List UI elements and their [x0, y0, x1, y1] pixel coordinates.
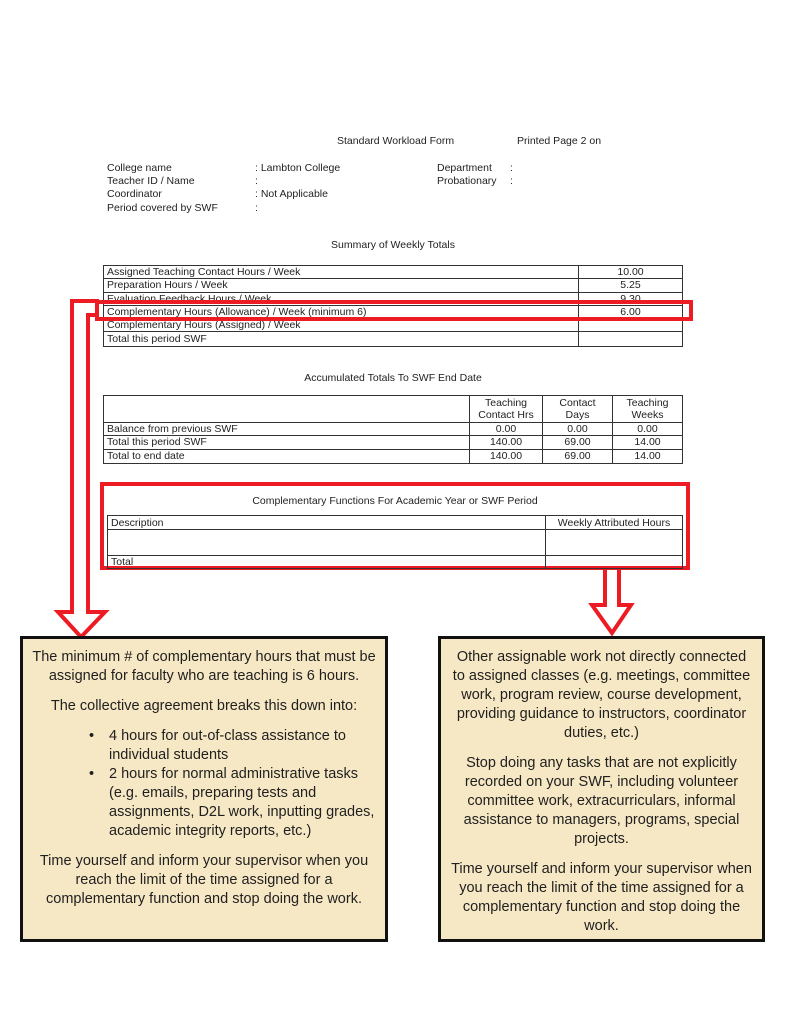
info-row-college	[107, 161, 340, 174]
info-row-period	[107, 201, 340, 214]
row-value	[578, 319, 682, 331]
printed-page-label: Printed Page 2 on	[517, 135, 602, 147]
column-header: Contact Days	[542, 396, 612, 422]
table-row	[104, 332, 682, 345]
complementary-functions-title: Complementary Functions For Academic Year or SWF Period	[252, 495, 538, 507]
cell-value: 140.00	[469, 450, 542, 463]
list-item: • 2 hours for normal administrative tasks (e.g. emails, preparing tests and assignments, D2L work, inputting grades, academic integrity reports, etc.)	[89, 765, 377, 841]
callout-bullet-list	[31, 727, 377, 841]
callout-paragraph: The minimum # of complementary hours that must be assigned for faculty who are teaching is 6 hours.	[32, 649, 376, 684]
table-header-row	[108, 516, 682, 530]
hours-column-header: Weekly Attributed Hours	[545, 516, 682, 529]
table-row	[104, 319, 682, 332]
total-hours-cell	[545, 556, 682, 568]
table-header-row	[104, 396, 682, 423]
info-row-coordinator	[107, 188, 340, 201]
table-row	[104, 436, 682, 449]
row-label: Total this period SWF	[107, 333, 207, 346]
total-label: Total	[111, 556, 134, 568]
row-label: Complementary Hours (Assigned) / Week	[107, 319, 301, 332]
header-blank-cell	[104, 396, 469, 422]
callout-paragraph: Stop doing any tasks that are not explicitly recorded on your SWF, including volunteer committee work, extracurriculars, informal assistance to managers, programs, special projects.	[463, 755, 740, 847]
department-value: :	[510, 161, 513, 174]
column-header: Teaching Contact Hrs	[469, 396, 542, 422]
callout-minimum-complementary-hours	[20, 636, 388, 942]
table-row-total	[108, 555, 682, 568]
row-label: Evaluation Feedback Hours / Week	[107, 292, 272, 305]
row-value: 9.30	[578, 293, 682, 305]
row-label: Total this period SWF	[107, 436, 207, 449]
document-title: Standard Workload Form	[337, 135, 455, 147]
table-row	[104, 279, 682, 292]
info-block-left	[107, 161, 340, 215]
row-label: Complementary Hours (Allowance) / Week (minimum 6)	[107, 306, 367, 319]
callout-paragraph: Time yourself and inform your supervisor when you reach the limit of the time assigned for a complementary function and stop doing the work.	[39, 853, 369, 907]
cell-value: 14.00	[612, 450, 682, 463]
teacher-id-value: :	[255, 175, 258, 188]
hours-cell	[545, 530, 682, 555]
description-column-header: Description	[111, 516, 164, 529]
info-row-department	[437, 161, 513, 174]
row-label: Total to end date	[107, 450, 185, 463]
list-item: • 4 hours for out-of-class assistance to individual students	[89, 727, 377, 765]
column-header: Teaching Weeks	[612, 396, 682, 422]
probationary-label: Probationary	[437, 175, 497, 188]
row-label: Assigned Teaching Contact Hours / Week	[107, 266, 301, 279]
cell-value: 0.00	[542, 423, 612, 435]
accumulated-totals-table	[103, 395, 683, 464]
row-value	[578, 332, 682, 345]
row-value: 10.00	[578, 266, 682, 278]
description-cell	[108, 530, 545, 555]
accumulated-table-title: Accumulated Totals To SWF End Date	[304, 372, 482, 384]
coordinator-value: : Not Applicable	[255, 188, 328, 201]
period-value: :	[255, 201, 258, 214]
info-row-teacher	[107, 174, 340, 187]
info-row-probationary	[437, 174, 513, 187]
coordinator-label: Coordinator	[107, 188, 162, 201]
highlight-box-complementary-allowance	[95, 300, 693, 321]
row-value: 5.25	[578, 279, 682, 291]
table-row	[104, 423, 682, 436]
cell-value: 69.00	[542, 450, 612, 463]
callout-paragraph: The collective agreement breaks this down into:	[50, 698, 358, 714]
cell-value: 14.00	[612, 436, 682, 448]
teacher-id-label: Teacher ID / Name	[107, 175, 195, 188]
complementary-functions-table	[107, 515, 683, 569]
right-annotation-arrow-icon	[592, 568, 631, 633]
department-label: Department	[437, 161, 492, 174]
row-label: Preparation Hours / Week	[107, 279, 228, 292]
row-value: 6.00	[578, 306, 682, 318]
callout-paragraph: Time yourself and inform your supervisor when you reach the limit of the time assigned for a complementary function and stop doing the work.	[451, 861, 752, 934]
cell-value: 0.00	[612, 423, 682, 435]
period-label: Period covered by SWF	[107, 201, 218, 214]
callout-other-assignable-work	[438, 636, 765, 942]
left-annotation-arrow-icon	[58, 301, 105, 637]
table-row	[104, 266, 682, 279]
table-row	[104, 450, 682, 463]
row-label: Balance from previous SWF	[107, 423, 238, 436]
cell-value: 69.00	[542, 436, 612, 448]
cell-value: 0.00	[469, 423, 542, 435]
cell-value: 140.00	[469, 436, 542, 448]
college-name-label: College name	[107, 161, 172, 174]
table-row	[108, 530, 682, 555]
callout-paragraph: Other assignable work not directly connected to assigned classes (e.g. meetings, committee work, program review, course development, providing guidance to instructors, coordinator duties, etc.)	[452, 649, 751, 741]
complementary-functions-highlight-box	[100, 482, 690, 570]
info-block-right	[437, 161, 513, 188]
summary-table-title: Summary of Weekly Totals	[331, 239, 455, 251]
college-name-value: : Lambton College	[255, 161, 341, 174]
probationary-value: :	[510, 175, 513, 188]
